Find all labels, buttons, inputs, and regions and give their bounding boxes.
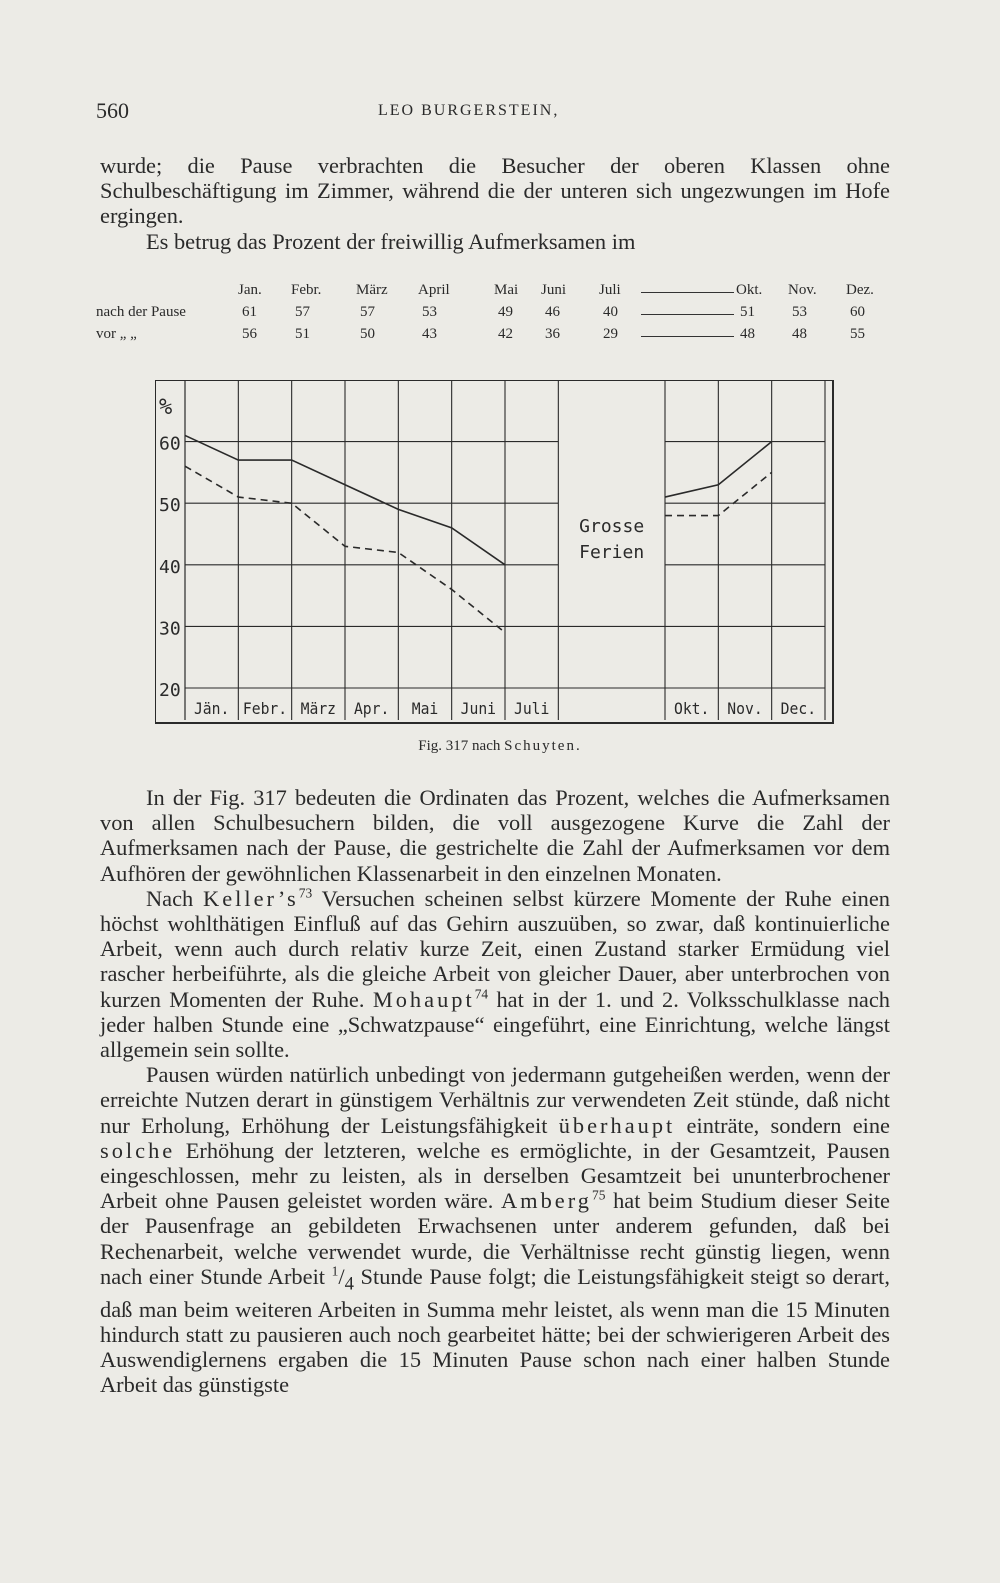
table-cell: 42	[498, 326, 513, 342]
chart-frame	[155, 380, 833, 723]
attention-table	[96, 282, 896, 348]
intro-paragraph-2: Es betrug das Prozent der freiwillig Aufmerksamen im	[146, 228, 636, 254]
y-tick-label: 40	[159, 556, 181, 578]
fraction-quarter: $^1/_4$	[331, 1263, 354, 1295]
table-row-label: nach der Pause	[96, 304, 186, 320]
emphasis-ueberhaupt: überhaupt	[558, 1112, 676, 1138]
table-cell: 29	[603, 326, 618, 342]
table-cell: 53	[792, 304, 807, 320]
table-cell: 51	[740, 304, 755, 320]
summer-break-annotation: Grosse	[579, 516, 645, 537]
p2-text-b: Versuchen scheinen selbst kürzere Momente der Ruhe einen höchst wohlthätigen Einfluß auf das Gehirn auszuüben, so zwar, daß kontinuierliche Arbeit, wenn auch durch relativ kurze Zeit, einen Zustand starker Ermüdung viel rascher herbeiführte, als die gleiche Arbeit von gleicher Dauer, aber unterbrochen von kurzen Momenten der Ruhe.	[100, 885, 890, 1012]
p3-text-b: einträte, sondern eine	[686, 1112, 890, 1138]
line-chart	[155, 380, 835, 725]
footnote-ref-73: 73	[298, 885, 313, 901]
fraction-denominator: 4	[344, 1273, 354, 1295]
y-tick-label: 60	[159, 433, 181, 455]
table-cell: 51	[295, 326, 310, 342]
running-head: LEO BURGERSTEIN,	[378, 102, 560, 119]
table-cell: 46	[545, 304, 560, 320]
table-cell: 43	[422, 326, 437, 342]
table-cell: 53	[422, 304, 437, 320]
p3-text-d: hat beim Studium dieser Seite der Pausenfrage an gebildeten Erwachsenen unter anderem gefunden, daß bei Rechenarbeit, welche verwendet wurde, die Verhältnisse recht günstig liegen, wenn nach einer Stunde Arbeit	[100, 1188, 890, 1289]
summer-break-dash	[641, 314, 734, 315]
caption-author: Schuyten.	[504, 738, 582, 754]
summer-break-dash	[641, 292, 734, 293]
p3-text-e: Stunde Pause folgt; die Leistungsfähigkeit steigt so derart, daß man beim weiteren Arbeiten in Summa mehr leistet, als wenn man die 15 Minuten hindurch statt zu pausieren auch noch gearbeitet hätte; bei der schwierigeren Arbeit des Auswendiglernens ergaben die 15 Minuten Pause schon nach einer halben Stunde Arbeit das günstigste	[100, 1263, 890, 1398]
caption-prefix: Fig. 317 nach	[418, 738, 501, 754]
table-month-header: Febr.	[291, 282, 322, 298]
summer-break-dash	[641, 336, 734, 337]
x-tick-label: Okt.	[673, 699, 710, 719]
author-keller: Keller’s	[203, 885, 299, 911]
p3-text-a: Pausen würden natürlich unbedingt von jedermann gutgeheißen werden, wenn der erreichte Nutzen derart in günstigem Verhältnis zur verwendeten Zeit stünde, daß nicht nur Erholung, Erhöhung der Leistungsfähigkeit	[100, 1062, 890, 1138]
main-text	[100, 785, 890, 1397]
p3-text-c: Erhöhung der letzteren, welche es ermöglichte, in der Gesamtzeit, Pausen eingeschlossen, mehr zu leisten, als in derselben Gesamtzeit bei ununterbrochener Arbeit ohne Pausen geleistet worden wäre.	[100, 1137, 890, 1214]
table-cell: 49	[498, 304, 513, 320]
table-cell: 57	[295, 304, 310, 320]
intro-text	[100, 153, 890, 254]
table-cell: 57	[360, 304, 375, 320]
x-tick-label: Juni	[460, 699, 497, 719]
x-tick-label: Apr.	[353, 699, 390, 719]
table-month-header: Mai	[494, 282, 519, 298]
table-month-header: Nov.	[788, 282, 817, 298]
paragraph-3	[100, 1062, 890, 1397]
p2-text-c: hat in der 1. und 2. Volksschulklasse nach jeder halben Stunde eine „Schwatzpause“ eingeführt, eine Einrichtung, welche längst allgemein sein sollte.	[100, 986, 890, 1063]
page-number: 560	[96, 98, 129, 123]
table-cell: 60	[850, 304, 865, 320]
y-tick-label: 20	[159, 680, 181, 701]
table-cell: 40	[603, 304, 618, 320]
p2-text-a: Nach	[146, 885, 194, 911]
table-cell: 50	[360, 326, 375, 342]
table-cell: 61	[242, 304, 257, 320]
paragraph-2	[100, 886, 890, 1062]
intro-paragraph-1: wurde; die Pause verbrachten die Besucher der oberen Klassen ohne Schulbeschäftigung im Zimmer, während die der unteren sich ungezwungen im Hofe ergingen.	[100, 153, 890, 229]
table-month-header: April	[418, 282, 450, 298]
table-header-row	[96, 282, 896, 304]
x-tick-label: Mai	[411, 699, 439, 719]
y-axis-label: %	[159, 395, 173, 420]
table-month-header: März	[356, 282, 388, 298]
author-mohaupt: Mohaupt	[372, 986, 475, 1012]
paragraph-1: In der Fig. 317 bedeuten die Ordinaten das Prozent, welches die Aufmerksamen von allen Schulbesuchern bilden, die voll ausgezogene Kurve die Zahl der Aufmerksamen nach der Pause, die gestrichelte die Zahl der Aufmerksamen vor dem Aufhören der gewöhnlichen Klassenarbeit in den einzelnen Monaten.	[100, 785, 890, 886]
footnote-ref-75: 75	[591, 1187, 606, 1203]
table-month-header: Okt.	[736, 282, 763, 298]
summer-break-annotation: Ferien	[579, 542, 645, 563]
table-month-header: Juli	[599, 282, 621, 298]
y-tick-label: 30	[159, 618, 181, 640]
table-row	[96, 326, 896, 348]
table-row-label: vor „ „	[96, 326, 137, 342]
table-cell: 56	[242, 326, 257, 342]
figure-caption	[0, 738, 1000, 755]
x-tick-label: Nov.	[727, 699, 763, 719]
x-tick-label: März	[300, 699, 337, 719]
x-tick-label: Jän.	[193, 699, 230, 719]
author-amberg: Amberg	[501, 1188, 592, 1214]
table-row	[96, 304, 896, 326]
table-cell: 48	[792, 326, 807, 342]
table-cell: 48	[740, 326, 755, 342]
table-cell: 36	[545, 326, 560, 342]
x-tick-label: Dec.	[780, 699, 817, 719]
x-tick-label: Febr.	[242, 699, 288, 719]
emphasis-solche: solche	[100, 1137, 176, 1163]
table-cell: 55	[850, 326, 865, 342]
table-month-header: Jan.	[238, 282, 262, 298]
footnote-ref-74: 74	[474, 986, 489, 1002]
y-tick-label: 50	[159, 495, 181, 517]
fraction-numerator: 1	[331, 1263, 339, 1279]
page-header	[96, 98, 896, 128]
table-month-header: Dez.	[846, 282, 874, 298]
table-month-header: Juni	[541, 282, 567, 298]
attention-chart	[155, 380, 835, 725]
x-tick-label: Juli	[513, 699, 550, 719]
